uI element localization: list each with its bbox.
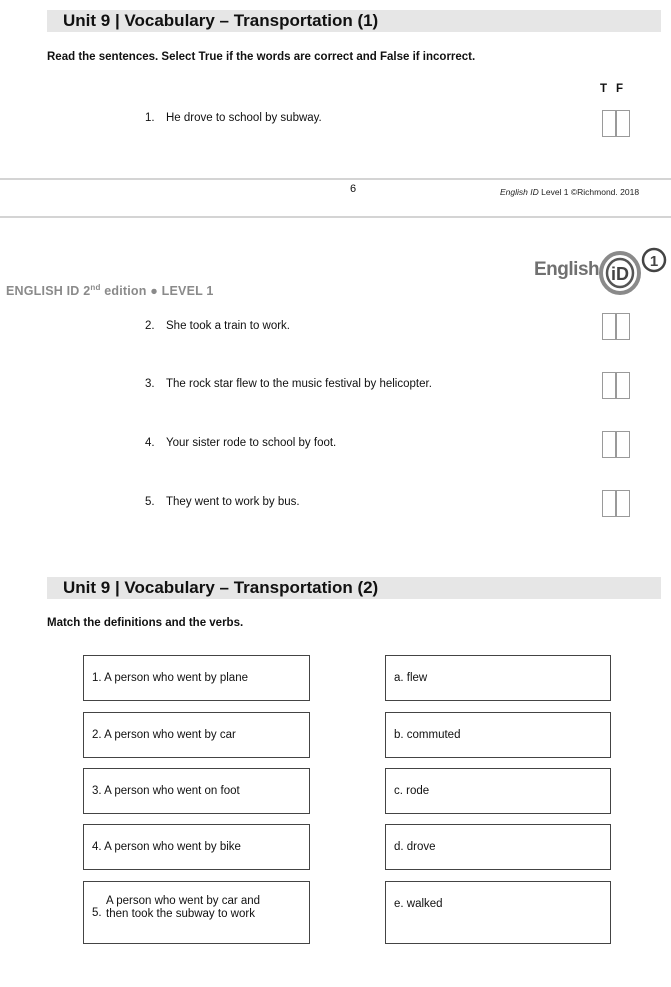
english-id-logo-text: English: [534, 259, 600, 280]
verb-text: e. walked: [394, 898, 443, 910]
question-text: They went to work by bus.: [166, 496, 300, 508]
question-number: 5.: [145, 496, 155, 508]
question-text: Your sister rode to school by foot.: [166, 437, 337, 449]
question-text: She took a train to work.: [166, 320, 291, 332]
section2-instructions: Match the definitions and the verbs.: [47, 617, 244, 629]
definition-text: [106, 895, 260, 921]
q4-false-checkbox[interactable]: [616, 431, 630, 458]
edition-prefix: ENGLISH ID 2: [6, 284, 91, 299]
verb-text: a. flew: [394, 672, 428, 684]
q5-false-checkbox[interactable]: [616, 490, 630, 517]
question-5: [145, 496, 300, 508]
q5-true-checkbox[interactable]: [602, 490, 616, 517]
q1-false-checkbox[interactable]: [616, 110, 630, 137]
verb-text: d. drove: [394, 841, 436, 853]
q3-true-checkbox[interactable]: [602, 372, 616, 399]
question-1: [145, 112, 322, 124]
question-text: The rock star flew to the music festival by helicopter.: [166, 378, 432, 390]
question-number: 1.: [145, 112, 155, 124]
definition-box-2[interactable]: [83, 712, 310, 758]
question-3: [145, 378, 432, 390]
definition-box-4[interactable]: [83, 824, 310, 870]
definition-number: 5.: [92, 907, 102, 919]
definition-text: 4. A person who went by bike: [92, 841, 241, 853]
footer-book-title: English ID: [500, 187, 539, 197]
verb-text: c. rode: [394, 785, 430, 797]
true-column-header: T: [600, 83, 608, 95]
english-id-logo-icon: [598, 246, 668, 298]
question-2: [145, 320, 290, 332]
false-column-header: F: [616, 83, 624, 95]
page-divider-top: [0, 178, 671, 180]
footer-copyright-text: Level 1 ©Richmond. 2018: [538, 187, 640, 197]
q3-false-checkbox[interactable]: [616, 372, 630, 399]
verb-box-e[interactable]: [385, 881, 611, 944]
page-number: 6: [350, 183, 357, 195]
logo-number: 1: [649, 253, 659, 270]
logo-badge: iD: [611, 264, 629, 284]
definition-text: 1. A person who went by plane: [92, 672, 248, 684]
definition-text: 2. A person who went by car: [92, 729, 236, 741]
section1-instructions: Read the sentences. Select True if the words are correct and False if incorrect.: [47, 51, 476, 63]
verb-box-d[interactable]: [385, 824, 611, 870]
verb-box-c[interactable]: [385, 768, 611, 814]
verb-box-b[interactable]: [385, 712, 611, 758]
q2-false-checkbox[interactable]: [616, 313, 630, 340]
page-divider-bottom: [0, 216, 671, 218]
question-text: He drove to school by subway.: [166, 112, 322, 124]
question-4: [145, 437, 336, 449]
section2-title: Unit 9 | Vocabulary – Transportation (2): [63, 578, 379, 597]
definition-text: 3. A person who went on foot: [92, 785, 240, 797]
definition-box-1[interactable]: [83, 655, 310, 701]
q4-true-checkbox[interactable]: [602, 431, 616, 458]
definition-line-1: A person who went by car and: [106, 895, 261, 907]
edition-suffix: edition ● LEVEL 1: [100, 284, 214, 299]
definition-box-3[interactable]: [83, 768, 310, 814]
edition-sup: nd: [90, 283, 101, 292]
verb-box-a[interactable]: [385, 655, 611, 701]
footer-copyright: [500, 187, 639, 197]
q2-true-checkbox[interactable]: [602, 313, 616, 340]
section1-title: Unit 9 | Vocabulary – Transportation (1): [63, 11, 379, 30]
definition-box-5[interactable]: [83, 881, 310, 944]
question-number: 4.: [145, 437, 155, 449]
q1-true-checkbox[interactable]: [602, 110, 616, 137]
edition-level-label: [6, 283, 214, 298]
question-number: 3.: [145, 378, 155, 390]
verb-text: b. commuted: [394, 729, 461, 741]
definition-line-2: then took the subway to work: [106, 908, 255, 920]
question-number: 2.: [145, 320, 155, 332]
